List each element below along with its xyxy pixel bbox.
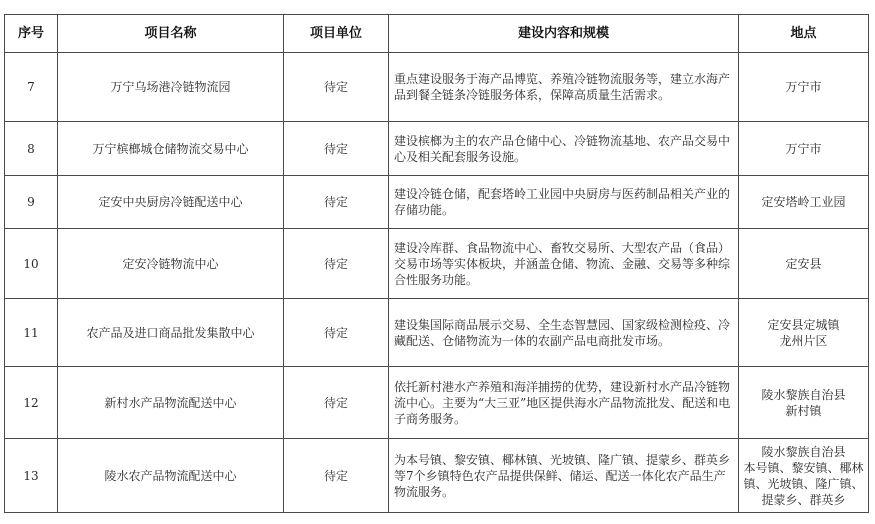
- cell-name: 万宁槟榔城仓储物流交易中心: [58, 122, 284, 176]
- cell-content: 建设冷库群、食品物流中心、畜牧交易所、大型农产品（食品）交易市场等实体板块，并涵盖仓储、物流、金融、交易等多种综合性服务功能。: [389, 229, 739, 299]
- cell-location: [739, 299, 869, 367]
- location-line: 定安县定城镇: [767, 317, 840, 332]
- location-line: 新村镇: [785, 403, 822, 418]
- table-row: [5, 439, 869, 513]
- project-table: [4, 14, 869, 513]
- cell-name: 农产品及进口商品批发集散中心: [58, 299, 284, 367]
- cell-content: 建设槟榔为主的农产品仓储中心、冷链物流基地、农产品交易中心及相关配套服务设施。: [389, 122, 739, 176]
- table-header-row: [5, 15, 869, 53]
- cell-content: 建设集国际商品展示交易、全生态智慧园、国家级检测检疫、冷藏配送、仓储物流为一体的农副产品电商批发市场。: [389, 299, 739, 367]
- cell-name: 万宁乌场港冷链物流园: [58, 53, 284, 122]
- location-line: 万宁市: [785, 80, 822, 94]
- cell-no: 12: [5, 367, 58, 439]
- cell-unit: 待定: [284, 229, 389, 299]
- cell-unit: 待定: [284, 299, 389, 367]
- header-name: 项目名称: [58, 15, 284, 53]
- cell-name: 定安中央厨房冷链配送中心: [58, 176, 284, 229]
- cell-location: [739, 229, 869, 299]
- cell-unit: 待定: [284, 367, 389, 439]
- cell-content: 建设冷链仓储，配套塔岭工业园中央厨房与医药制品相关产业的存储功能。: [389, 176, 739, 229]
- cell-location: [739, 439, 869, 513]
- table-row: [5, 122, 869, 176]
- cell-unit: 待定: [284, 176, 389, 229]
- cell-no: 9: [5, 176, 58, 229]
- cell-no: 11: [5, 299, 58, 367]
- cell-location: [739, 122, 869, 176]
- location-line: 定安县: [785, 256, 822, 271]
- cell-name: 新村水产品物流配送中心: [58, 367, 284, 439]
- header-location: 地点: [739, 15, 869, 53]
- header-no: 序号: [5, 15, 58, 53]
- cell-unit: 待定: [284, 122, 389, 176]
- location-line: 万宁市: [785, 141, 822, 156]
- location-line: 定安塔岭工业园: [761, 195, 846, 209]
- table-row: [5, 229, 869, 299]
- table-row: [5, 53, 869, 122]
- cell-name: 陵水农产品物流配送中心: [58, 439, 284, 513]
- table-row: [5, 299, 869, 367]
- cell-no: 13: [5, 439, 58, 513]
- table-row: [5, 367, 869, 439]
- cell-no: 8: [5, 122, 58, 176]
- cell-content: 为本号镇、黎安镇、椰林镇、光坡镇、隆广镇、提蒙乡、群英乡等7个乡镇特色农产品提供保鲜、储运、配送一体化农产品生产物流服务。: [389, 439, 739, 513]
- cell-location: [739, 176, 869, 229]
- location-line: 本号镇、黎安镇、椰林镇、光坡镇、隆广镇、提蒙乡、群英乡: [743, 460, 864, 507]
- cell-unit: 待定: [284, 53, 389, 122]
- location-line: 陵水黎族自治县: [761, 444, 846, 459]
- cell-location: [739, 53, 869, 122]
- location-line: 陵水黎族自治县: [761, 387, 846, 402]
- cell-content: 重点建设服务于海产品博览、养殖冷链物流服务等，建立水海产品到餐全链条冷链服务体系，保障高质量生活需求。: [389, 53, 739, 122]
- header-unit: 项目单位: [284, 15, 389, 53]
- header-content: 建设内容和规模: [389, 15, 739, 53]
- table-row: [5, 176, 869, 229]
- cell-unit: 待定: [284, 439, 389, 513]
- cell-content: 依托新村港水产养殖和海洋捕捞的优势，建设新村水产品冷链物流中心。主要为“大三亚”地区提供海水产品物流批发、配送和电子商务服务。: [389, 367, 739, 439]
- cell-no: 7: [5, 53, 58, 122]
- cell-name: 定安冷链物流中心: [58, 229, 284, 299]
- cell-location: [739, 367, 869, 439]
- location-line: 龙州片区: [779, 333, 828, 348]
- cell-no: 10: [5, 229, 58, 299]
